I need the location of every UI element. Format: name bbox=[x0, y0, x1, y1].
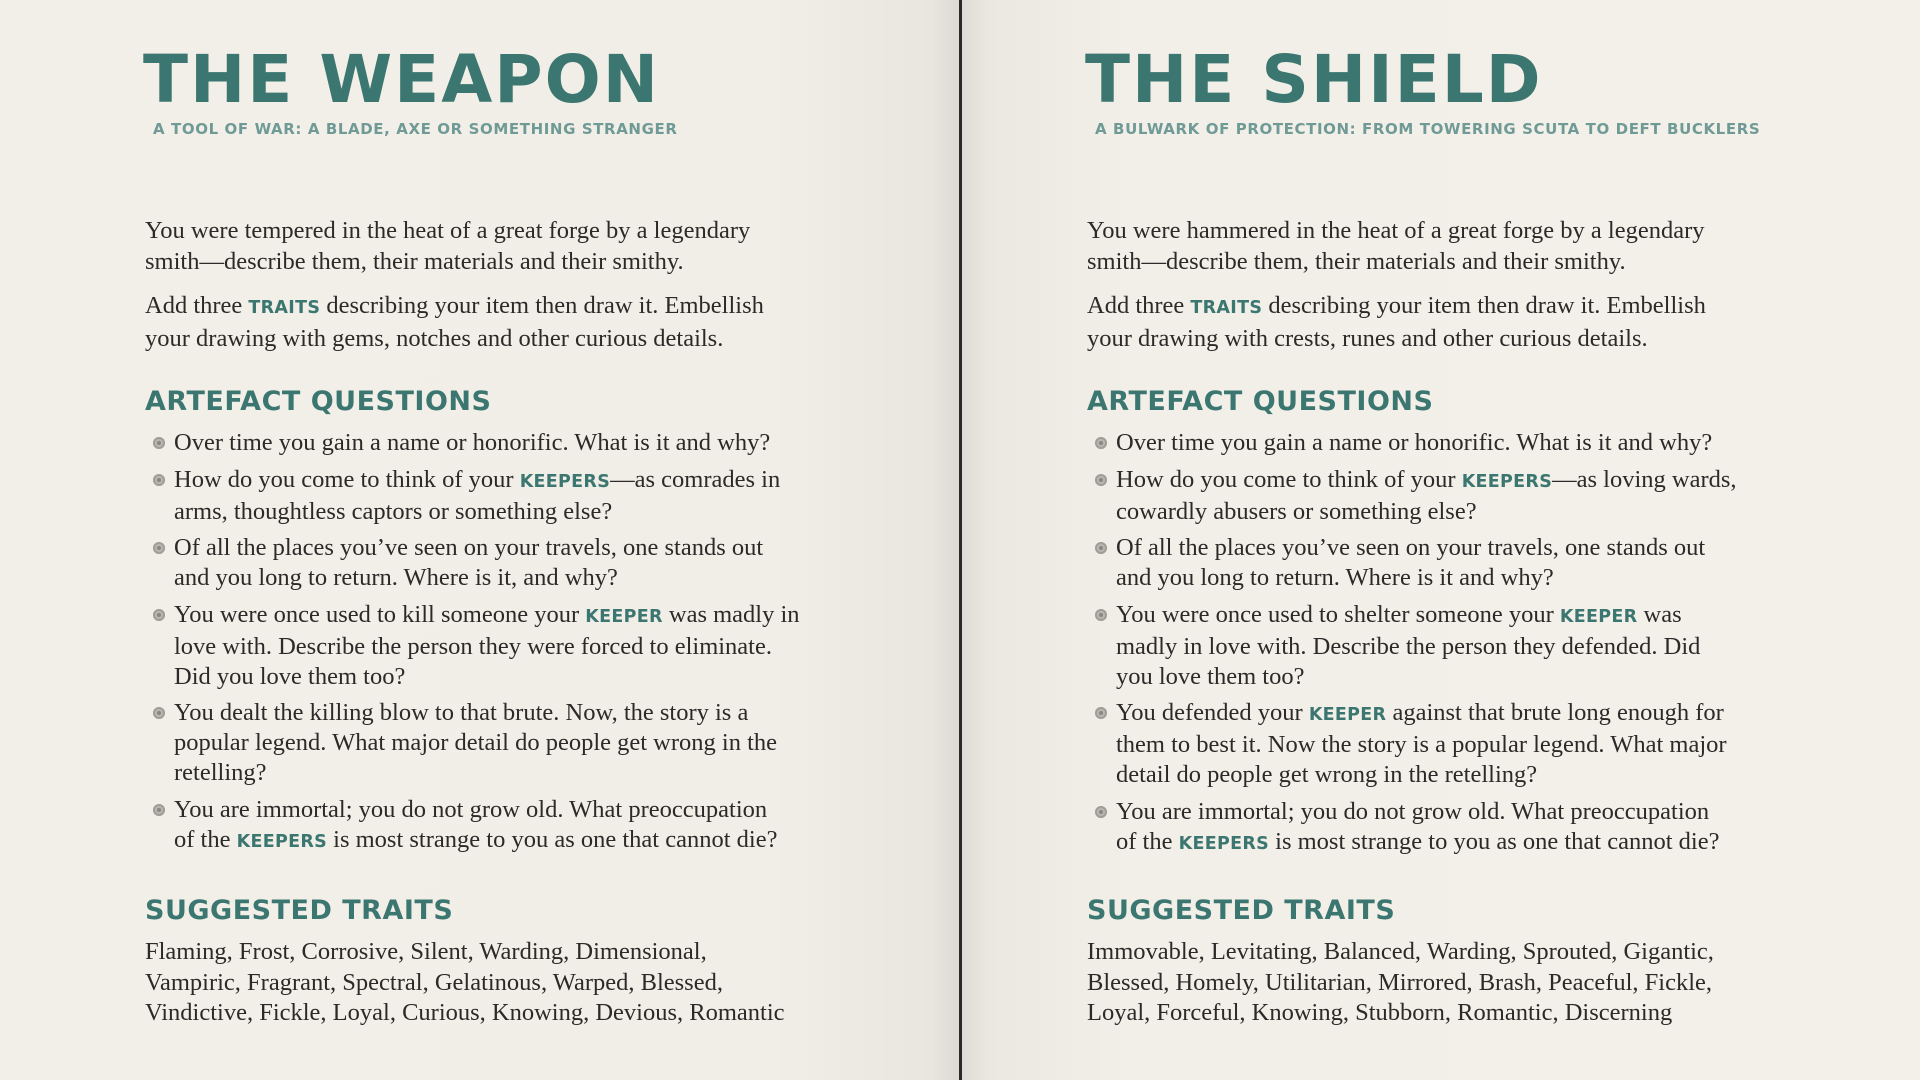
text-fragment: describing your item then draw it. Embellish bbox=[1262, 292, 1706, 319]
list-item bbox=[1087, 465, 1737, 527]
text-fragment: Add three bbox=[145, 292, 249, 319]
text-line: You are immortal; you do not grow old. What preoccupation bbox=[1116, 797, 1710, 825]
page-subtitle: A TOOL OF WAR: A BLADE, AXE OR SOMETHING STRANGER bbox=[153, 120, 678, 138]
list-item bbox=[145, 428, 800, 458]
text-fragment: Add three bbox=[1087, 292, 1191, 319]
bullet-icon bbox=[153, 542, 165, 554]
text-line: Of all the places you’ve seen on your travels, one stands out bbox=[174, 534, 764, 561]
text-line: smith—describe them, their materials and their smithy. bbox=[145, 247, 684, 275]
text-line: Vampiric, Fragrant, Spectral, Gelatinous, Warped, Blessed, bbox=[145, 968, 723, 996]
text-fragment: You defended your bbox=[1116, 699, 1309, 726]
page-title: THE WEAPON bbox=[143, 41, 660, 118]
bullet-icon bbox=[1095, 806, 1107, 818]
page-shield bbox=[960, 0, 1920, 1080]
text-line: Over time you gain a name or honorific. What is it and why? bbox=[1116, 429, 1713, 456]
text-fragment: was bbox=[1637, 600, 1682, 628]
text-line: and you long to return. Where is it, and why? bbox=[174, 564, 618, 591]
text-line: You are immortal; you do not grow old. What preoccupation bbox=[174, 795, 768, 823]
bullet-icon bbox=[153, 804, 165, 816]
text-line: arms, thoughtless captors or something else? bbox=[174, 497, 613, 525]
list-item bbox=[1087, 600, 1737, 692]
keyword-keepers: KEEPERS bbox=[236, 831, 328, 852]
text-line: Flaming, Frost, Corrosive, Silent, Warding, Dimensional, bbox=[145, 938, 707, 965]
keyword-keeper: KEEPER bbox=[1308, 705, 1387, 725]
text-line: and you long to return. Where is it and why? bbox=[1116, 564, 1554, 591]
bullet-icon bbox=[153, 609, 165, 621]
book-gutter bbox=[959, 0, 962, 1080]
traits-list bbox=[1087, 937, 1714, 1029]
text-line bbox=[145, 291, 764, 324]
instruction-paragraph bbox=[1087, 291, 1706, 354]
bullet-icon bbox=[1095, 474, 1107, 486]
list-item bbox=[1087, 533, 1737, 593]
questions-list bbox=[1087, 428, 1737, 865]
page-subtitle: A BULWARK OF PROTECTION: FROM TOWERING SCUTA TO DEFT BUCKLERS bbox=[1095, 120, 1761, 138]
text-line: You were tempered in the heat of a great forge by a legendary bbox=[145, 217, 751, 244]
list-item bbox=[145, 795, 800, 857]
text-line bbox=[1116, 600, 1737, 632]
text-fragment: You were once used to shelter someone your bbox=[1116, 600, 1560, 628]
text-line bbox=[1116, 465, 1737, 497]
intro-paragraph bbox=[145, 216, 750, 277]
text-line: smith—describe them, their materials and their smithy. bbox=[1087, 247, 1626, 275]
text-line: your drawing with crests, runes and other curious details. bbox=[1087, 324, 1648, 352]
text-line: Immovable, Levitating, Balanced, Warding, Sprouted, Gigantic, bbox=[1087, 938, 1714, 965]
text-fragment: is most strange to you as one that cannot die? bbox=[1269, 827, 1720, 855]
keyword-keepers: KEEPERS bbox=[1461, 471, 1553, 492]
text-line bbox=[174, 825, 800, 857]
text-line bbox=[1116, 827, 1737, 859]
bullet-icon bbox=[1095, 707, 1107, 719]
text-fragment: of the bbox=[1116, 827, 1179, 855]
section-heading-questions: ARTEFACT QUESTIONS bbox=[1087, 386, 1434, 417]
instruction-paragraph bbox=[145, 291, 764, 354]
list-item bbox=[145, 465, 800, 527]
traits-list bbox=[145, 937, 785, 1029]
text-fragment: You were once used to kill someone your bbox=[174, 600, 586, 628]
text-fragment: describing your item then draw it. Embellish bbox=[320, 292, 764, 319]
text-fragment: of the bbox=[174, 825, 237, 853]
section-heading-traits: SUGGESTED TRAITS bbox=[145, 895, 454, 926]
bullet-icon bbox=[1095, 437, 1107, 449]
text-fragment: is most strange to you as one that cannot die? bbox=[327, 825, 778, 853]
text-line: cowardly abusers or something else? bbox=[1116, 497, 1477, 525]
text-line: them to best it. Now the story is a popular legend. What major bbox=[1116, 731, 1727, 758]
bullet-icon bbox=[153, 707, 165, 719]
text-line bbox=[174, 465, 800, 497]
keyword-traits: TRAITS bbox=[1190, 298, 1263, 318]
text-fragment: How do you come to think of your bbox=[174, 465, 520, 493]
keyword-keepers: KEEPERS bbox=[519, 471, 611, 492]
bullet-icon bbox=[1095, 542, 1107, 554]
list-item bbox=[1087, 797, 1737, 859]
keyword-keepers: KEEPERS bbox=[1178, 833, 1270, 854]
list-item bbox=[145, 698, 800, 788]
text-line: you love them too? bbox=[1116, 662, 1305, 690]
intro-paragraph bbox=[1087, 216, 1705, 277]
questions-list bbox=[145, 428, 800, 863]
text-fragment: —as loving wards, bbox=[1552, 465, 1737, 493]
list-item bbox=[145, 533, 800, 593]
text-line: love with. Describe the person they were forced to eliminate. bbox=[174, 632, 772, 660]
page-title: THE SHIELD bbox=[1085, 41, 1543, 118]
text-line: Did you love them too? bbox=[174, 662, 406, 690]
section-heading-traits: SUGGESTED TRAITS bbox=[1087, 895, 1396, 926]
text-fragment: was madly in bbox=[662, 600, 800, 628]
text-line: Vindictive, Fickle, Loyal, Curious, Knowing, Devious, Romantic bbox=[145, 999, 785, 1026]
bullet-icon bbox=[153, 437, 165, 449]
text-line: your drawing with gems, notches and other curious details. bbox=[145, 324, 724, 352]
bullet-icon bbox=[153, 474, 165, 486]
text-line: retelling? bbox=[174, 759, 267, 786]
keyword-keeper: KEEPER bbox=[1559, 606, 1638, 627]
text-line: madly in love with. Describe the person they defended. Did bbox=[1116, 632, 1701, 660]
bullet-icon bbox=[1095, 609, 1107, 621]
list-item bbox=[1087, 698, 1737, 790]
text-line: Loyal, Forceful, Knowing, Stubborn, Romantic, Discerning bbox=[1087, 999, 1673, 1026]
keyword-keeper: KEEPER bbox=[585, 606, 663, 627]
keyword-traits: TRAITS bbox=[248, 298, 321, 318]
list-item bbox=[145, 600, 800, 692]
text-fragment: —as comrades in bbox=[610, 465, 781, 493]
text-line: Of all the places you’ve seen on your travels, one stands out bbox=[1116, 534, 1706, 561]
text-fragment: against that brute long enough for bbox=[1386, 699, 1724, 726]
text-line: detail do people get wrong in the retelling? bbox=[1116, 761, 1538, 788]
text-line bbox=[1087, 291, 1706, 324]
text-line: Over time you gain a name or honorific. What is it and why? bbox=[174, 429, 771, 456]
text-line: Blessed, Homely, Utilitarian, Mirrored, Brash, Peaceful, Fickle, bbox=[1087, 968, 1713, 996]
section-heading-questions: ARTEFACT QUESTIONS bbox=[145, 386, 492, 417]
list-item bbox=[1087, 428, 1737, 458]
text-fragment: How do you come to think of your bbox=[1116, 465, 1462, 493]
text-line: popular legend. What major detail do people get wrong in the bbox=[174, 729, 778, 756]
text-line: You dealt the killing blow to that brute. Now, the story is a bbox=[174, 699, 749, 726]
text-line: You were hammered in the heat of a great forge by a legendary bbox=[1087, 217, 1705, 244]
text-line bbox=[1116, 698, 1737, 730]
text-line bbox=[174, 600, 800, 632]
